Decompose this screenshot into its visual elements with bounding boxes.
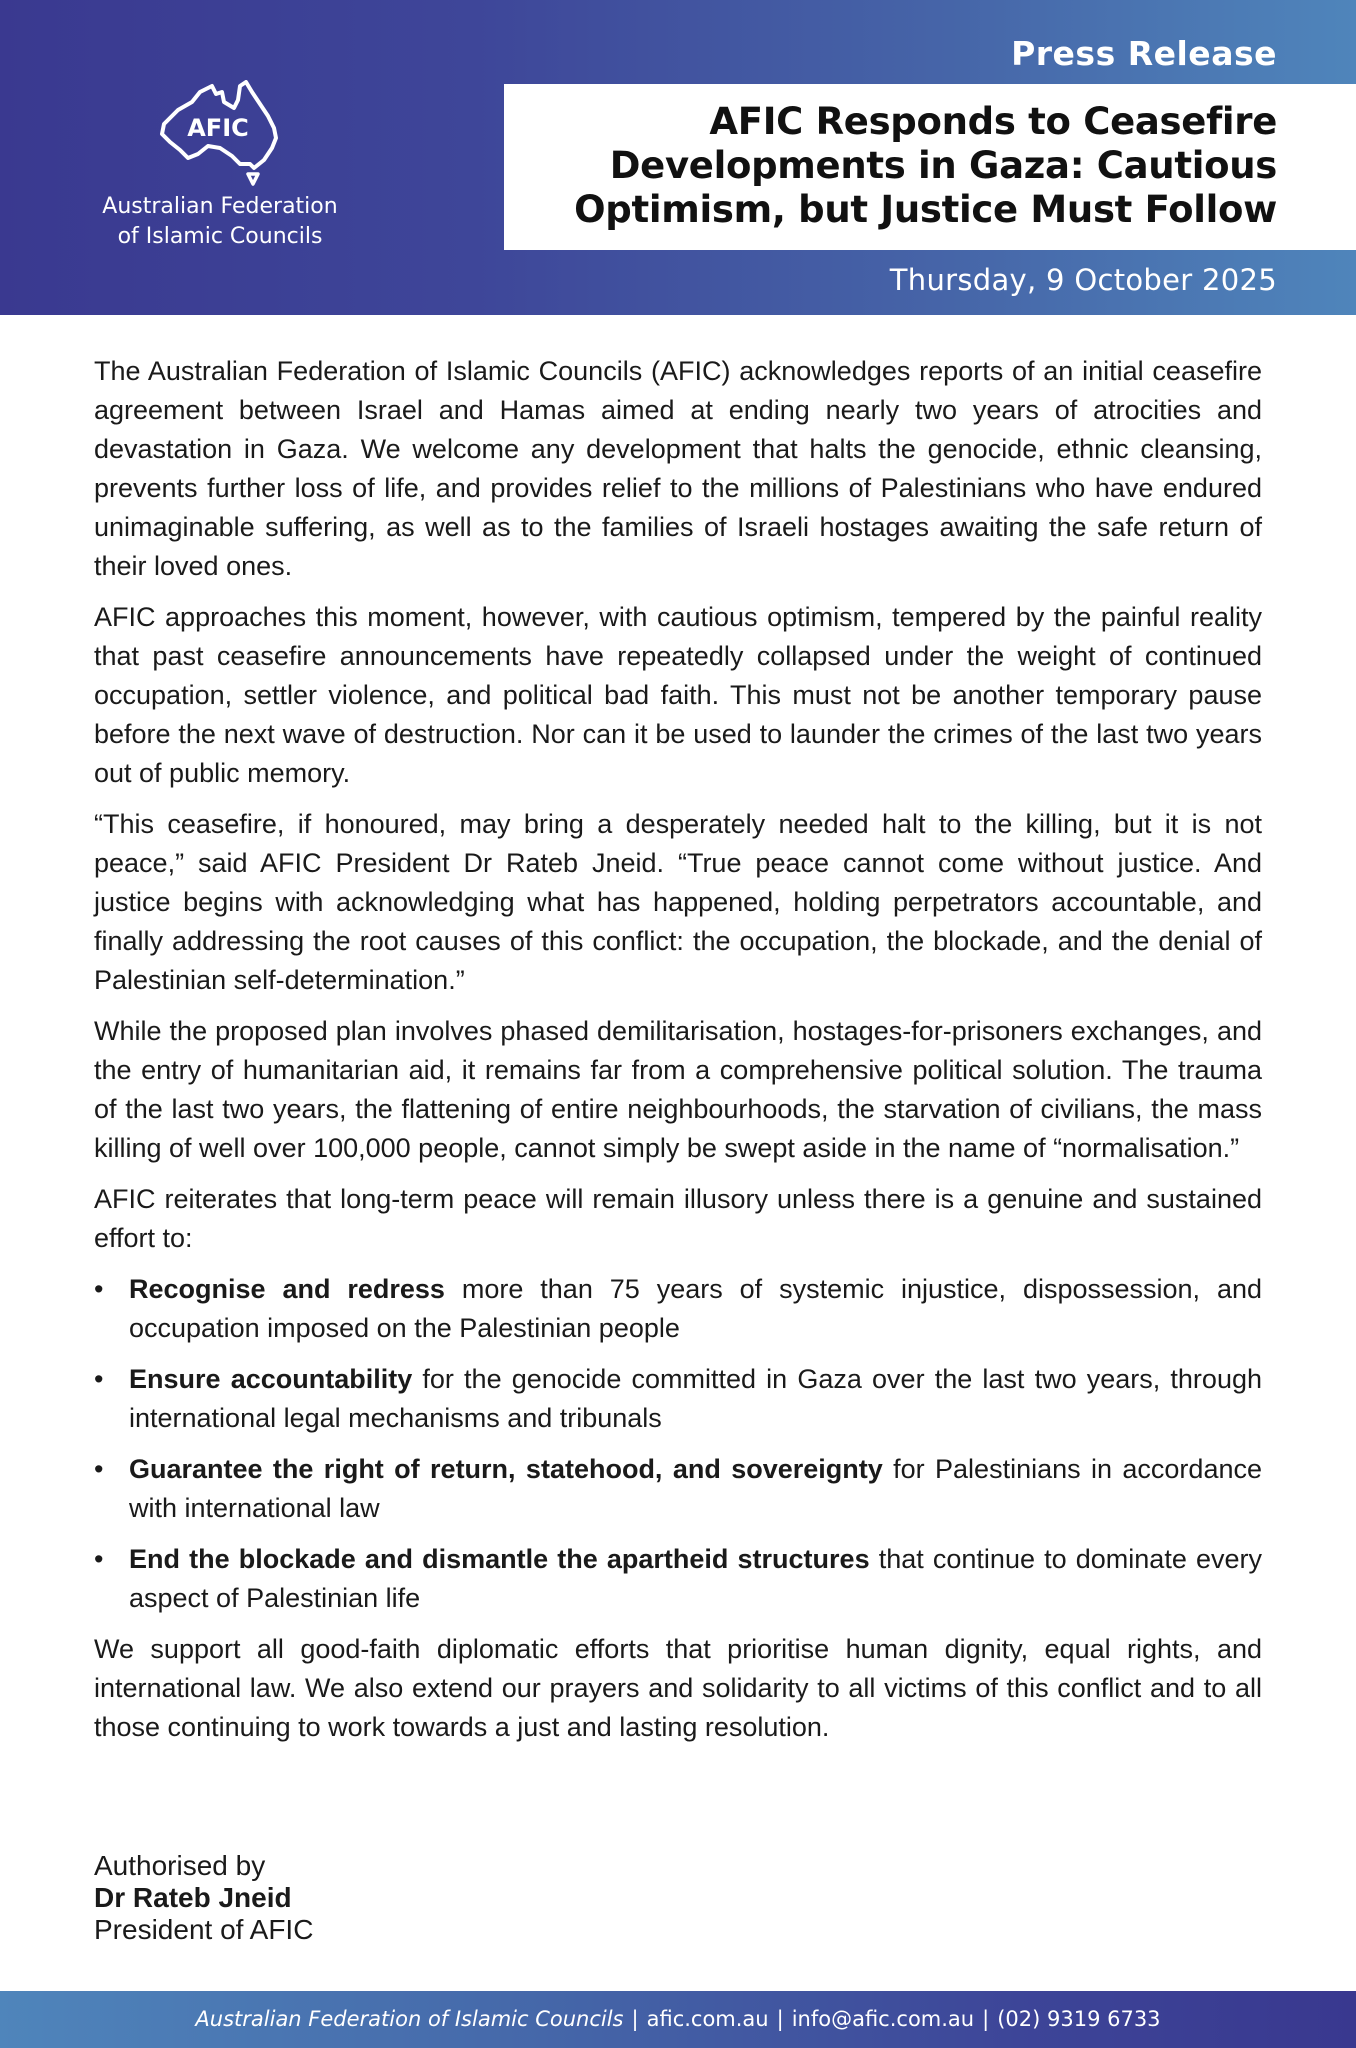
footer-separator: | xyxy=(631,2007,639,2031)
title-box xyxy=(504,84,1356,250)
list-item xyxy=(94,1540,1262,1618)
authorised-by-label: Authorised by xyxy=(94,1850,266,1881)
logo-org-name xyxy=(80,192,360,252)
list-item-text: for the genocide committed in Gaza over the last two years, through international legal mechanisms and tribunals xyxy=(129,1364,1262,1433)
release-date: Thursday, 9 October 2025 xyxy=(889,263,1277,297)
logo-name-line-2: of Islamic Councils xyxy=(117,224,323,249)
title-line-1: AFIC Responds to Ceasefire xyxy=(709,100,1277,143)
list-item-bold: Recognise and redress xyxy=(129,1274,445,1304)
bullet-icon: • xyxy=(94,1544,104,1574)
afic-logo xyxy=(80,80,360,260)
closing-paragraph: We support all good-faith diplomatic efforts that prioritise human dignity, equal rights, and international law. We also extend our prayers and solidarity to all victims of this conflict and to all those continuing to work towards a just and lasting resolution. xyxy=(94,1634,1262,1742)
list-item-bold: Guarantee the right of return, statehood, and sovereignty xyxy=(129,1454,883,1484)
list-item xyxy=(94,1270,1262,1348)
page-title xyxy=(497,100,1277,232)
signoff-block xyxy=(94,1850,313,1946)
footer-separator: | xyxy=(776,2007,784,2031)
list-item-bold: Ensure accountability xyxy=(129,1364,413,1394)
bullet-icon: • xyxy=(94,1454,104,1484)
australia-map-icon xyxy=(156,80,284,188)
paragraph-5-intro: AFIC reiterates that long-term peace will remain illusory unless there is a genuine and sustained effort to: xyxy=(94,1184,1262,1253)
list-item xyxy=(94,1450,1262,1528)
title-line-3: Optimism, but Justice Must Follow xyxy=(574,188,1277,231)
paragraph-3-quote: “This ceasefire, if honoured, may bring a desperately needed halt to the killing, but it is not peace,” said AFIC President Dr Rateb Jneid. “True peace cannot come without justice. And justice begins with acknowledging what has happened, holding perpetrators accountable, and finally addressing the root causes of this conflict: the occupation, the blockade, and the denial of Palestinian self-determination.” xyxy=(94,809,1262,995)
list-item-text: that continue to dominate every aspect of Palestinian life xyxy=(129,1544,1262,1613)
demands-list xyxy=(94,1270,1262,1618)
paragraph-2: AFIC approaches this moment, however, with cautious optimism, tempered by the painful reality that past ceasefire announcements have repeatedly collapsed under the weight of continued occupation, settler violence, and political bad faith. This must not be another temporary pause before the next wave of destruction. Nor can it be used to launder the crimes of the last two years out of public memory. xyxy=(94,602,1262,788)
list-item-text: more than 75 years of systemic injustice, dispossession, and occupation imposed on the Palestinian people xyxy=(129,1274,1262,1343)
signatory-role: President of AFIC xyxy=(94,1914,314,1945)
signatory-name: Dr Rateb Jneid xyxy=(94,1882,292,1913)
title-line-2: Developments in Gaza: Cautious xyxy=(609,144,1277,187)
footer-email-link[interactable]: info@afic.com.au xyxy=(791,2007,975,2031)
footer-phone: (02) 9319 6733 xyxy=(997,2007,1161,2031)
press-release-body xyxy=(94,352,1262,1759)
logo-abbr: AFIC xyxy=(187,114,249,142)
bullet-icon: • xyxy=(94,1274,104,1304)
list-item-bold: End the blockade and dismantle the apartheid structures xyxy=(129,1544,870,1574)
logo-name-line-1: Australian Federation xyxy=(102,194,338,219)
footer-website-link[interactable]: afic.com.au xyxy=(646,2007,769,2031)
footer-bar xyxy=(0,1991,1356,2048)
list-item-text: for Palestinians in accordance with international law xyxy=(129,1454,1262,1523)
footer-org-name: Australian Federation of Islamic Councils xyxy=(195,2007,624,2031)
list-item xyxy=(94,1360,1262,1438)
press-release-label: Press Release xyxy=(1011,34,1277,73)
footer-separator: | xyxy=(982,2007,990,2031)
paragraph-1: The Australian Federation of Islamic Councils (AFIC) acknowledges reports of an initial ceasefire agreement between Israel and Hamas aimed at ending nearly two years of atrocities and devastation in Gaza. We welcome any development that halts the genocide, ethnic cleansing, prevents further loss of life, and provides relief to the millions of Palestinians who have endured unimaginable suffering, as well as to the families of Israeli hostages awaiting the safe return of their loved ones. xyxy=(94,356,1262,581)
paragraph-4: While the proposed plan involves phased demilitarisation, hostages-for-prisoners exchanges, and the entry of humanitarian aid, it remains far from a comprehensive political solution. The trauma of the last two years, the flattening of entire neighbourhoods, the starvation of civilians, the mass killing of well over 100,000 people, cannot simply be swept aside in the name of “normalisation.” xyxy=(94,1016,1262,1163)
bullet-icon: • xyxy=(94,1364,104,1394)
header-banner xyxy=(0,0,1356,315)
